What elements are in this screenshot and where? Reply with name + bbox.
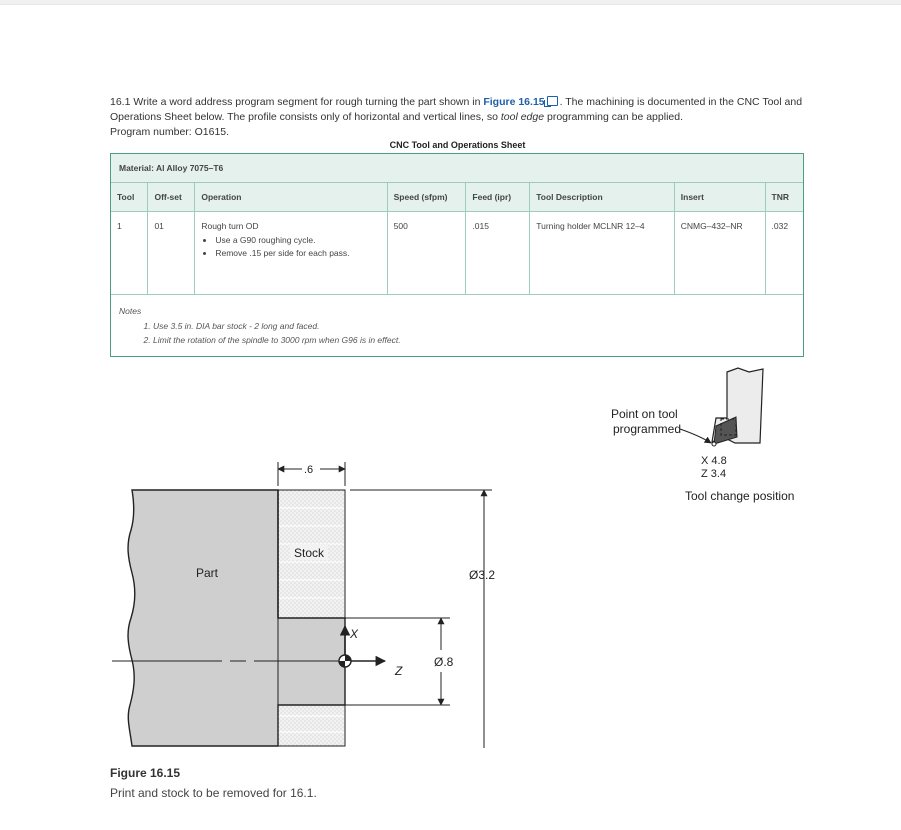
figure-link[interactable]: Figure 16.15 <box>483 96 545 108</box>
tool-point-label-2: programmed <box>613 422 682 436</box>
operation-name: Rough turn OD <box>201 221 259 231</box>
cell-tool: 1 <box>111 212 148 295</box>
operations-table <box>111 183 803 295</box>
header-tnr: TNR <box>765 183 803 212</box>
table-header-row <box>111 183 803 212</box>
header-feed: Feed (ipr) <box>466 183 530 212</box>
cell-description: Turning holder MCLNR 12–4 <box>530 212 675 295</box>
problem-statement <box>110 95 810 140</box>
axis-z-label: Z <box>395 664 403 678</box>
part-drawing <box>0 360 901 760</box>
header-tool-description: Tool Description <box>530 183 675 212</box>
header-speed: Speed (sfpm) <box>387 183 466 212</box>
figure-caption-title: Figure 16.15 <box>110 766 181 780</box>
operation-bullets <box>201 235 380 258</box>
header-tool: Tool <box>111 183 148 212</box>
stock-label: Stock <box>294 546 325 560</box>
tool-x-coord: X 4.8 <box>701 455 727 467</box>
dim-width: .6 <box>304 464 314 476</box>
tool-z-coord: Z 3.4 <box>701 468 727 480</box>
part-label: Part <box>196 566 219 580</box>
dim-dia-large: Ø3.2 <box>469 568 496 582</box>
program-number: Program number: O1615. <box>110 126 230 138</box>
operations-sheet <box>110 153 804 357</box>
dim-dia-small: Ø.8 <box>434 655 454 669</box>
material-row: Material: Al Alloy 7075–T6 <box>111 154 803 183</box>
intro-line-2: Operations Sheet below. The profile consists only of horizontal and vertical lines, so tool edge programming can be applied. <box>110 111 683 123</box>
figure-caption-text: Print and stock to be removed for 16.1. <box>110 786 317 800</box>
header-operation: Operation <box>195 183 387 212</box>
cell-offset: 01 <box>148 212 195 295</box>
note-item: 2. Limit the rotation of the spindle to 3000 rpm when G96 is in effect. <box>153 333 795 347</box>
operation-bullet: • Use a G90 roughing cycle. <box>215 235 380 245</box>
table-row <box>111 212 803 295</box>
tool-point-label: Point on tool <box>611 407 678 421</box>
notes-list <box>119 319 795 347</box>
cell-insert: CNMG–432–NR <box>674 212 765 295</box>
external-link-icon[interactable] <box>547 96 558 106</box>
notes <box>111 295 803 356</box>
tool-change-label: Tool change position <box>685 489 795 503</box>
operation-bullet: • Remove .15 per side for each pass. <box>215 248 380 258</box>
intro-line-1: 16.1 Write a word address program segment for rough turning the part shown in Figure 16.15 . The machining is documented in the CNC Tool and <box>110 96 803 108</box>
cell-feed: .015 <box>466 212 530 295</box>
cell-operation <box>195 212 387 295</box>
cell-tnr: .032 <box>765 212 803 295</box>
header-insert: Insert <box>674 183 765 212</box>
notes-label: Notes <box>119 306 142 316</box>
top-bar <box>0 0 901 5</box>
axis-x-label: X <box>350 627 359 641</box>
note-item: 1. Use 3.5 in. DIA bar stock - 2 long and faced. <box>153 319 795 333</box>
sheet-title: CNC Tool and Operations Sheet <box>389 140 526 150</box>
header-offset: Off-set <box>148 183 195 212</box>
cell-speed: 500 <box>387 212 466 295</box>
